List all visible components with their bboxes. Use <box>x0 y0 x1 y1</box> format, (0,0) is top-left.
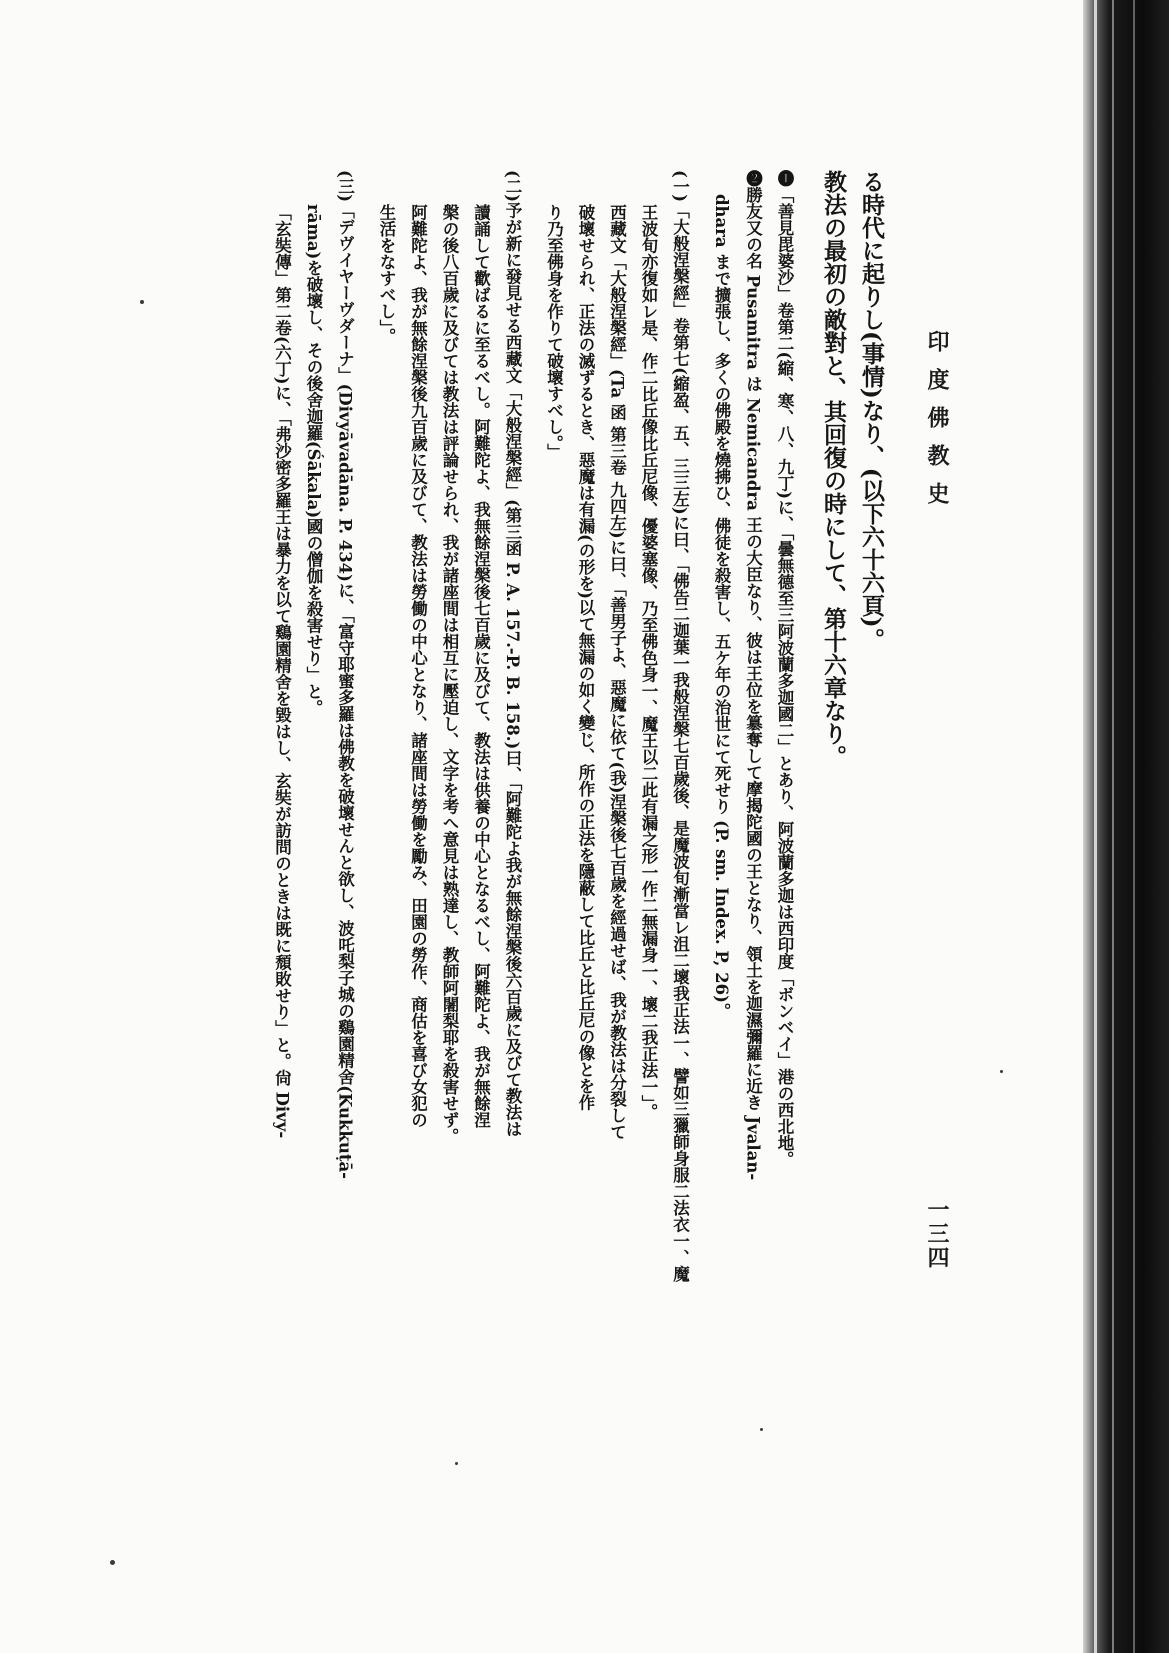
line-gap <box>528 170 538 1460</box>
footnote-line: 讀誦して歡ばるに至るべし。阿難陀よ、我無餘涅槃後七百歲に及びて、教法は供養の中心となるべし、阿難陀よ、我が無餘涅 <box>471 204 491 1128</box>
footnote-line: 槃の後八百歲に及びては教法は評論せられ、我が諸座間は相互に壓迫し、文字を考へ意見は熟達し、教師阿闍梨耶を殺害せず。 <box>440 204 459 1145</box>
scan-speck <box>760 1428 763 1431</box>
binding-edge-line <box>1094 0 1097 1653</box>
footnote-line: 西藏文「大般涅槃經」(Ta 函 第三卷 九四左)に曰、「善男子よ、惡魔に依て(我)涅槃後七百歲を經過せば、我が教法は分裂して <box>607 204 627 1141</box>
line-gap <box>361 170 371 1460</box>
footnote-line: dhara まで擴張し、多くの佛殿を燒拂ひ、佛徒を殺害し、五ケ年の治世にて死せり (P. sm. Index. P, 26)。 <box>712 194 731 1020</box>
book-binding-gutter <box>1083 0 1169 1653</box>
scan-speck <box>1000 1070 1003 1073</box>
footnote-line: 阿難陀よ、我が無餘涅槃後九百歲に及びて、教法は勞働の中心となり、諸座間は勞働を勵み、田園の勞作、商估を喜び女犯の <box>408 204 428 1128</box>
main-text-line: 教法の最初の敵對と、其回復の時にして、第十六章なり。 <box>820 170 847 768</box>
footnote-line: rāma)を破壞し、その後舍迦羅(Śākala)國の僧伽を殺害せり」と。 <box>304 204 323 717</box>
binding-edge-line <box>1133 0 1135 1653</box>
main-text-line: る時代に起りし(事情)なり、(以下六十六頁)。 <box>858 170 885 651</box>
body-text <box>190 170 890 1460</box>
footnote-line: ❷勝友又の名 Pusamitra は Nemicandra 王の大臣なり、彼は王位を簒奪して摩揭陀國の王となり、領土を迦濕彌羅に近き Jvalan- <box>743 170 763 1181</box>
scan-speck <box>110 1560 115 1565</box>
footnote-line: 「玄奘傳」第二卷(六丁)に、「弗沙密多羅王は暴力を以て鷄園精舍を毀はし、玄奘が訪問のときは既に頹敗せり」と。尙 Divy- <box>272 204 292 1139</box>
page-number: 一三四 <box>924 1198 950 1270</box>
footnote-line: ❶「善見毘婆沙」卷第二(縮、寒、八、九丁)に、「曇無德至三阿波蘭多迦國二」とあり、阿波蘭多迦は西印度「ボンベイ」港の西北地。 <box>775 170 794 1168</box>
footnote-line: り乃至佛身を作りて破壞すべし。」 <box>544 204 564 460</box>
binding-edge-line <box>1112 0 1114 1653</box>
footnote-line: 破壞せられ、正法の滅ずるとき、惡魔は有漏(の形を)以て無漏の如く變じ、所作の正法を隱蔽して比丘と比丘尼の像とを作 <box>576 204 595 1111</box>
footnote-line: 生活をなすべし」。 <box>377 204 396 345</box>
scan-speck <box>455 1462 458 1465</box>
footnote-line: (二)予が新に發見せる西藏文「大般涅槃經」(第三函 P. A. 157.-P. B. 158.)曰、「阿難陀よ我が無餘涅槃後六百歲に及びて教法は <box>503 170 522 1137</box>
line-gap <box>696 170 706 1460</box>
footnote-line: 王波旬亦復如レ是、作二比丘像比丘尼像、優婆塞像、乃至佛色身一、魔王以二此有漏之形一作二無漏身一、壞二我正法一」。 <box>639 204 658 1120</box>
footnote-line: (三)「デヴイヤーヴダーナ」(Divyāvadāna. P. 434)に、「富守耶蜜多羅は佛教を破壞せんと欲し、波吒梨子城の鷄園精舍(Kukkuṭā- <box>335 170 355 1180</box>
scan-speck <box>140 300 144 304</box>
running-title: 印度佛教史 <box>924 330 950 520</box>
footnote-line: (一)「大般涅槃經」卷第七(縮盈、五、三三左)に曰、「佛告二迦葉一我般涅槃七百歲後、是魔波旬漸當レ沮二壞我正法一、譬如三獵師身服二法衣一、魔 <box>670 170 690 1282</box>
